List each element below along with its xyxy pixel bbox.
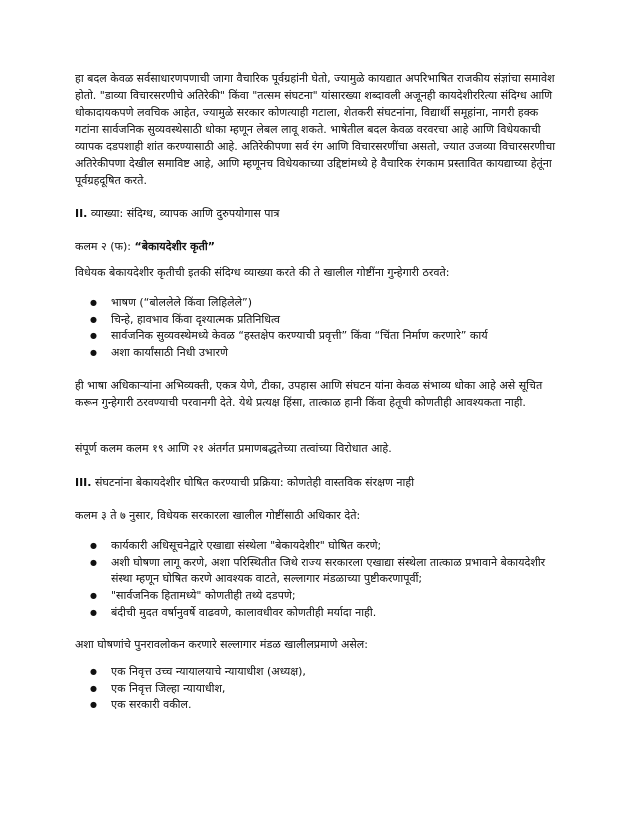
list-item: ● "सार्वजनिक हितामध्ये" कोणतीही तथ्ये दडपणे; [75,588,565,605]
section-2-title: व्याख्या: संदिग्ध, व्यापक आणि दुरुपयोगास पात्र [87,207,280,220]
advisory-board-list [75,664,565,714]
list-item: ● अशा कार्यांसाठी निधी उभारणे [75,345,565,362]
section-2-number: II. [75,207,88,220]
section-3-bullet-list [75,538,565,622]
clause-2f-label: कलम २ (फ): [75,240,135,253]
clause-2f-quote: “बेकायदेशीर कृती” [134,240,215,253]
list-item: ● कार्यकारी अधिसूचनेद्वारे एखाद्या संस्थेला "बेकायदेशीर" घोषित करणे; [75,538,565,555]
section-3-heading [75,474,565,491]
list-item: ● एक निवृत्त उच्च न्यायालयाचे न्यायाधीश (अध्यक्ष), [75,664,565,681]
section-2-paragraph-1: ही भाषा अधिकाऱ्यांना अभिव्यक्ती, एकत्र येणे, टीका, उपहास आणि संघटन यांना केवळ संभाव्य धोका आहे असे सूचित करून गुन्हेगारी ठरवण्याची परवानगी देते. येथे प्रत्यक्ष हिंसा, तात्काळ हानी किंवा हेतूची कोणतीही आवश्यकता नाही. [75,379,543,409]
section-3-number: III. [75,476,92,489]
section-2-bullet-list [75,295,565,362]
section-2-paragraph-2: संपूर्ण कलम कलम १९ आणि २१ अंतर्गत प्रमाणबद्धतेच्या तत्वांच्या विरोधात आहे. [75,442,392,455]
advisory-board-lead: अशा घोषणांचे पुनरावलोकन करणारे सल्लागार मंडळ खालीलप्रमाणे असेल: [75,638,368,651]
intro-paragraph: हा बदल केवळ सर्वसाधारणपणाची जागा वैचारिक पूर्वग्रहांनी घेतो, ज्यामुळे कायद्यात अपरिभाषित राजकीय संज्ञांचा समावेश होतो. "डाव्या विचारसरणीचे अतिरेकी" किंवा "तत्सम संघटना" यांसारख्या शब्दावली अजूनही कायदेशीररित्या संदिग्ध आणि धोकादायकपणे लवचिक आहेत, ज्यामुळे सरकार कोणत्याही गटाला, शेतकरी संघटनांना, विद्यार्थी समूहांना, नागरी हक्क गटांना सार्वजनिक सुव्यवस्थेसाठी धोका म्हणून लेबल लावू शकते. भाषेतील बदल केवळ वरवरचा आहे आणि विधेयकाची व्यापक दडपशाही शांत करण्यासाठी आहे. अतिरेकीपणा सर्व रंग आणि विचारसरणींचा असतो, ज्यात उजव्या विचारसरणीचा अतिरेकीपणा देखील समाविष्ट आहे, आणि म्हणूनच विधेयकाच्या उद्दिष्टांमध्ये हे वैचारिक रंगकाम प्रस्तावित कायद्याच्या हेतूंना पूर्वग्रहदूषित करते. [75,72,556,187]
list-item: ● अशी घोषणा लागू करणे, अशा परिस्थितीत जिथे राज्य सरकारला एखाद्या संस्थेला तात्काळ प्रभावाने बेकायदेशीर संस्था म्हणून घोषित करणे आवश्यक वाटते, सल्लागार मंडळाच्या पुष्टीकरणापूर्वी; [75,555,565,588]
list-item: ● एक सरकारी वकील. [75,697,565,714]
section-2-lead: विधेयक बेकायदेशीर कृतीची इतकी संदिग्ध व्याख्या करते की ते खालील गोष्टींना गुन्हेगारी ठरवते: [75,266,450,279]
clause-2f-heading [75,238,565,255]
list-item: ● चिन्हे, हावभाव किंवा दृश्यात्मक प्रतिनिधित्व [75,312,565,329]
list-item: ● एक निवृत्त जिल्हा न्यायाधीश, [75,681,565,698]
section-3-title: संघटनांना बेकायदेशीर घोषित करण्याची प्रक्रिया: कोणतेही वास्तविक संरक्षण नाही [91,476,415,489]
list-item: ● भाषण (“बोललेले किंवा लिहिलेले”) [75,295,565,312]
section-3-lead: कलम ३ ते ७ नुसार, विधेयक सरकारला खालील गोष्टींसाठी अधिकार देते: [75,509,361,522]
section-2-heading [75,205,565,222]
list-item: ● सार्वजनिक सुव्यवस्थेमध्ये केवळ “हस्तक्षेप करण्याची प्रवृत्ती” किंवा “चिंता निर्माण करणारे” कार्य [75,328,565,345]
list-item: ● बंदीची मुदत वर्षानुवर्षे वाढवणे, कालावधीवर कोणतीही मर्यादा नाही. [75,605,565,622]
